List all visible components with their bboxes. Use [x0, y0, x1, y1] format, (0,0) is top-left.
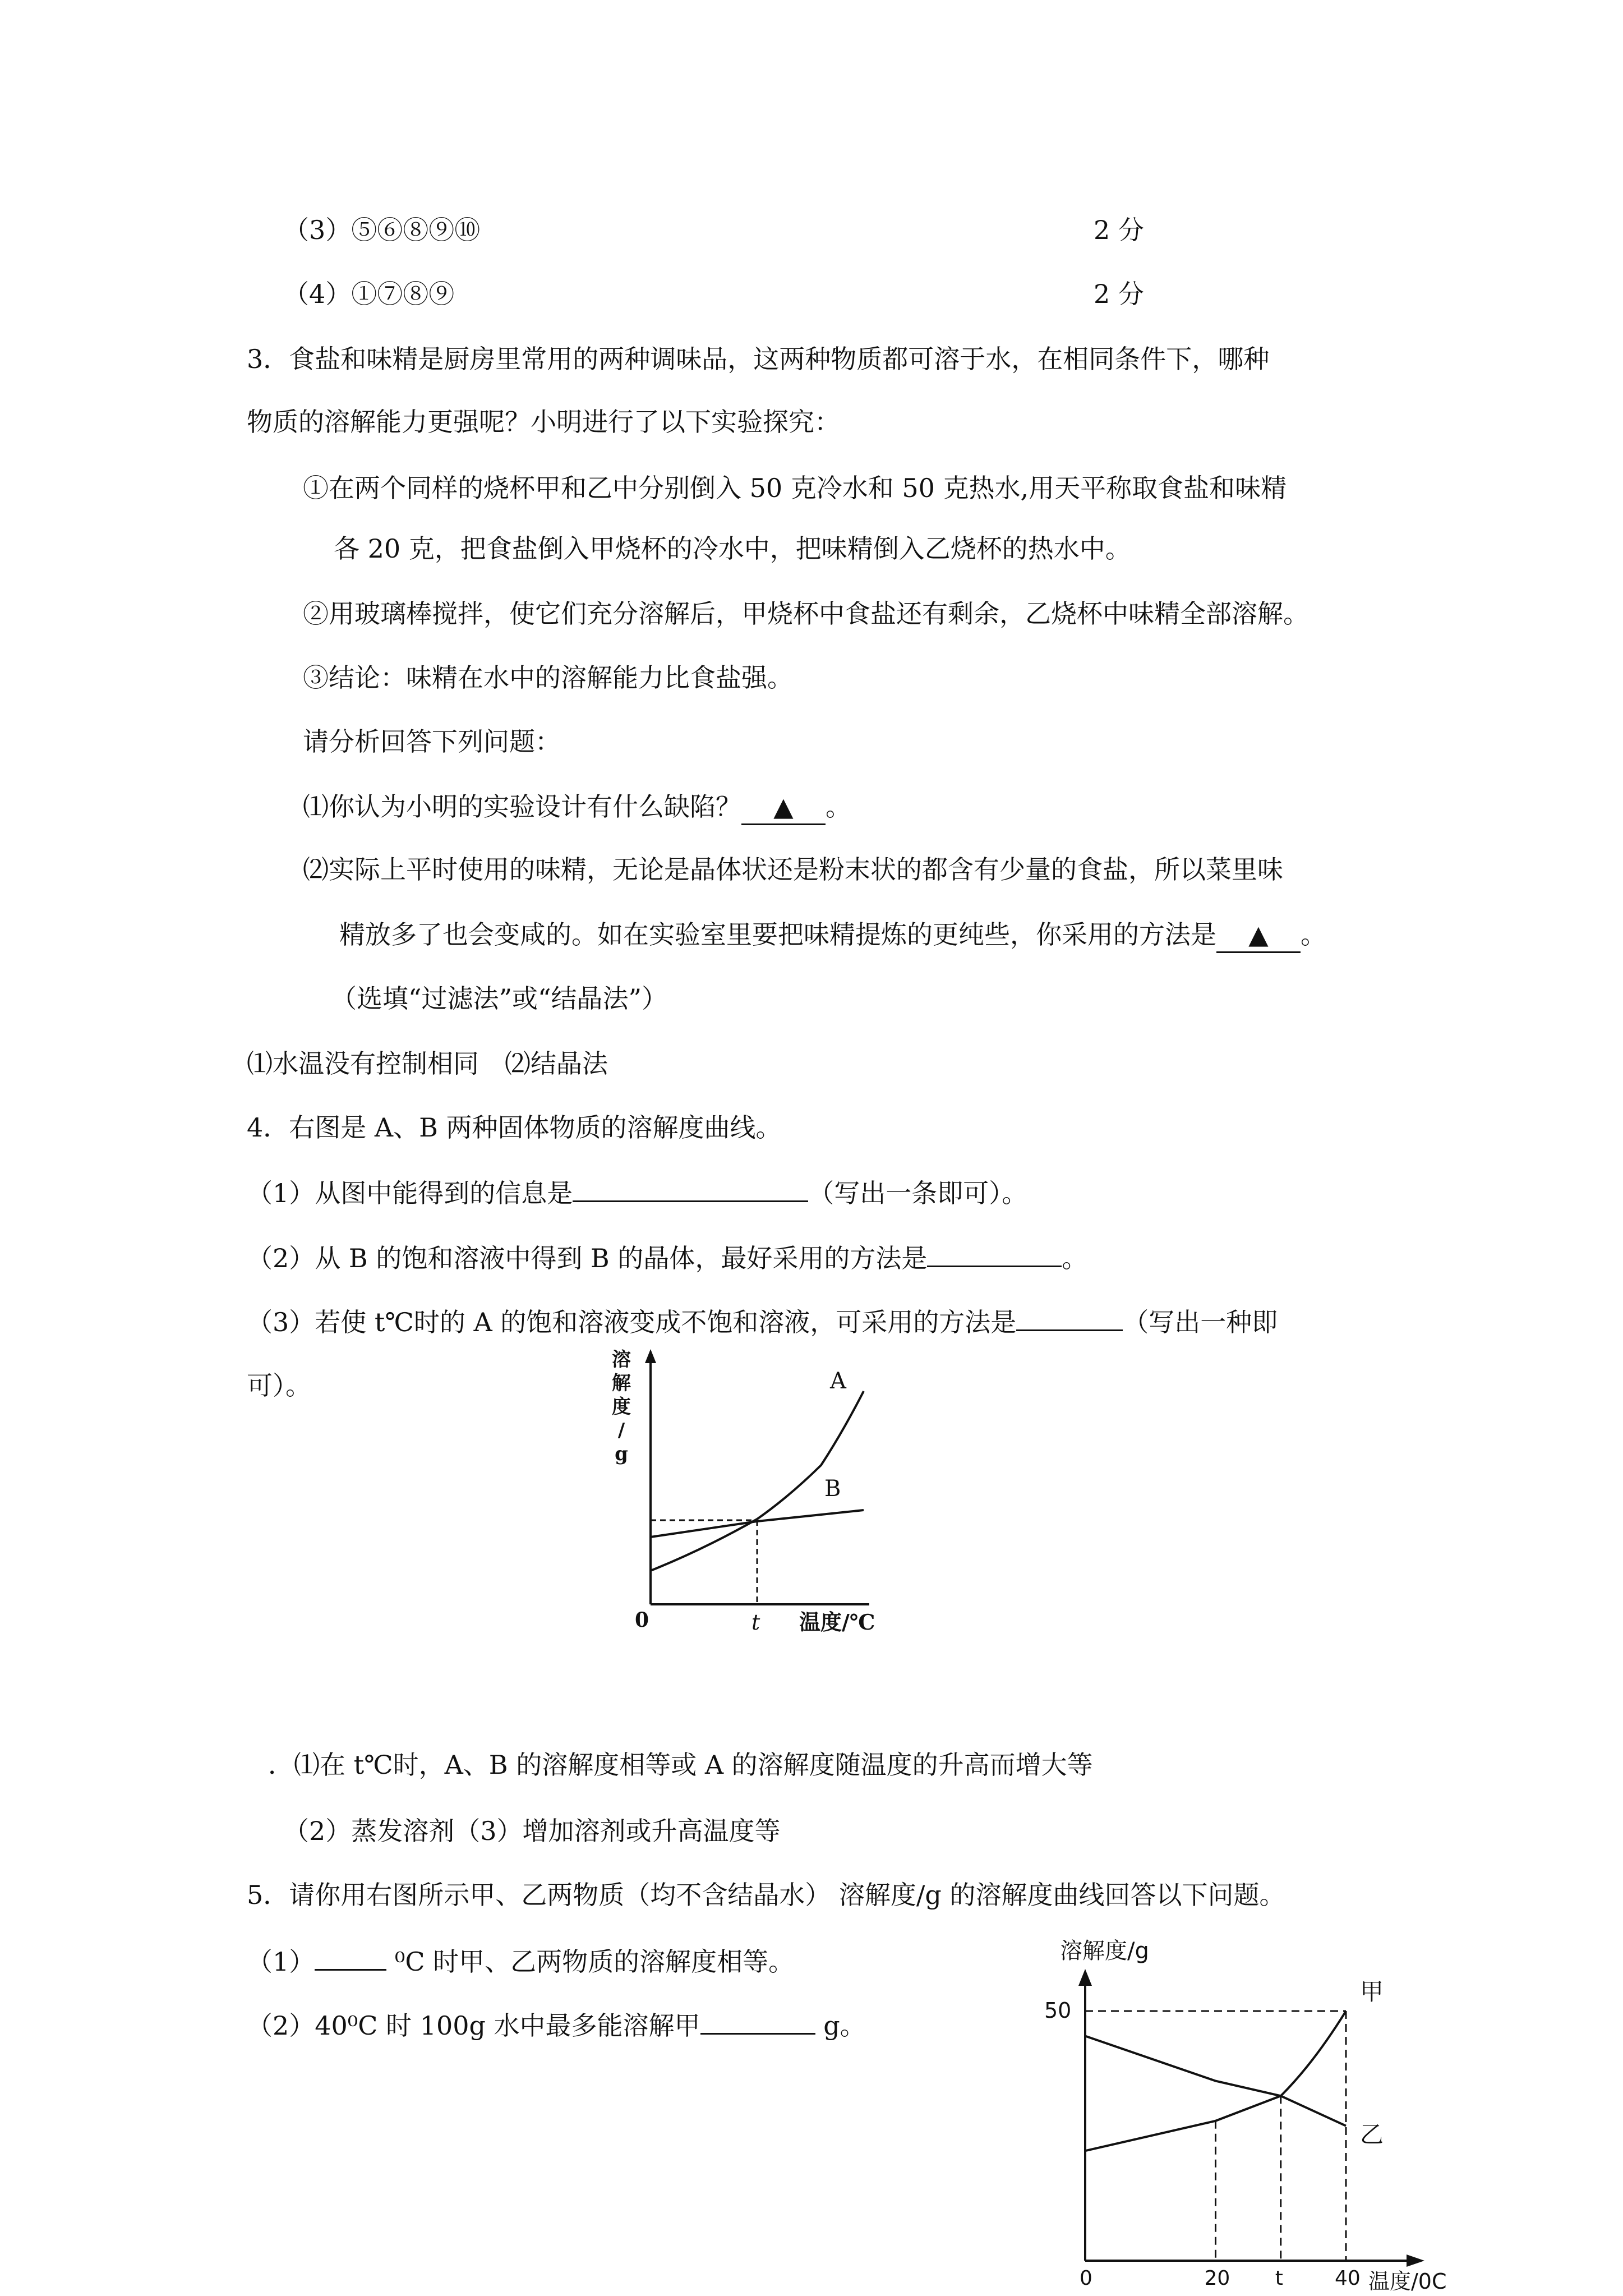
q4-answer-2: （2）蒸发溶剂（3）增加溶剂或升高温度等: [283, 1816, 781, 1846]
q5-chart-xtick-t: t: [1275, 2267, 1283, 2290]
q4-sub1-text: （1）从图中能得到的信息是: [247, 1178, 573, 1208]
answer-item-3: （3）⑤⑥⑧⑨⑩: [283, 215, 481, 245]
q4-sub2-text: （2）从 B 的饱和溶液中得到 B 的晶体，最好采用的方法是: [247, 1243, 928, 1273]
q3-sub1-blank: ▲: [741, 790, 826, 825]
q4-sub2-end: 。: [1062, 1243, 1088, 1273]
q4-solubility-chart: [600, 1346, 914, 1638]
q4-chart-label-a: A: [830, 1368, 846, 1394]
q4-sub2-blank: [927, 1241, 1062, 1267]
q3-sub2-end: 。: [1301, 919, 1326, 950]
q5-stem: 5．请你用右图所示甲、乙两物质（均不含结晶水） 溶解度/g 的溶解度曲线回答以下问题。: [247, 1880, 1285, 1910]
svg-text:溶解度/g: 溶解度/ g: [612, 1349, 631, 1465]
q5-chart-label-yi: 乙: [1360, 2120, 1384, 2148]
q5-sub2-end: g。: [823, 2010, 866, 2041]
q5-chart-xtick-20: 20: [1204, 2267, 1230, 2290]
q4-chart-ylabel: [612, 1349, 631, 1465]
q5-chart-x-arrow: [1407, 2254, 1424, 2267]
answer-item-3-score: 2 分: [1094, 215, 1144, 245]
answer-item-4: （4）①⑦⑧⑨: [283, 279, 455, 309]
q4-sub3-line2: 可）。: [247, 1370, 311, 1401]
q5-chart-ylabel: 溶解度/g: [1060, 1938, 1149, 1964]
q5-sub1-pre: （1）: [247, 1947, 315, 1977]
q3-sub2-line2: [339, 918, 1326, 953]
q3-stem-line1: 3．食盐和味精是厨房里常用的两种调味品，这两种物质都可溶于水，在相同条件下，哪种: [247, 344, 1270, 374]
q3-sub1: [303, 790, 851, 825]
q3-sub2-blank: ▲: [1216, 918, 1301, 953]
q4-stem: 4．右图是 A、B 两种固体物质的溶解度曲线。: [247, 1112, 782, 1143]
q3-sub1-text: ⑴你认为小明的实验设计有什么缺陷？: [303, 792, 741, 822]
q4-sub3-blank: [1016, 1305, 1123, 1331]
q5-sub1: [247, 1944, 794, 1978]
answer-item-4-score: 2 分: [1094, 279, 1144, 309]
q5-chart-xlabel: 温度/0C: [1368, 2269, 1447, 2292]
q4-sub3-end: （写出一种即: [1123, 1307, 1278, 1337]
q5-chart-xtick-40: 40: [1335, 2267, 1361, 2290]
q3-step3: ③结论：味精在水中的溶解能力比食盐强。: [303, 662, 793, 693]
q5-sub1-blank: [315, 1944, 386, 1971]
q5-chart-ytick-50: 50: [1044, 1998, 1072, 2023]
q5-solubility-chart: [1032, 1932, 1481, 2292]
q4-chart-y-arrow: [645, 1349, 656, 1363]
q3-step1-line1: ①在两个同样的烧杯甲和乙中分别倒入 50 克冷水和 50 克热水,用天平称取食盐和味精: [303, 473, 1287, 503]
q5-sub2-blank: [700, 2008, 815, 2035]
q5-chart-y-arrow: [1078, 1969, 1092, 1986]
q4-sub2: [247, 1241, 1087, 1275]
q4-sub1-blank: [573, 1176, 808, 1202]
q4-sub1-end: （写出一条即可）。: [808, 1178, 1028, 1208]
q3-sub2-hint: （选填“过滤法”或“结晶法”）: [331, 983, 668, 1014]
q3-prompt: 请分析回答下列问题：: [303, 726, 561, 757]
q3-step1-line2: 各 20 克，把食盐倒入甲烧杯的冷水中，把味精倒入乙烧杯的热水中。: [334, 533, 1131, 564]
q4-sub3-text: （3）若使 t℃时的 A 的饱和溶液变成不饱和溶液，可采用的方法是: [247, 1307, 1017, 1337]
q5-chart-xtick-0: 0: [1080, 2267, 1092, 2290]
q3-sub1-end: 。: [826, 792, 851, 822]
q5-chart-curve-yi: [1085, 2036, 1346, 2126]
q4-chart-xlabel: 温度/℃: [799, 1609, 875, 1635]
q3-step2: ②用玻璃棒搅拌，使它们充分溶解后，甲烧杯中食盐还有剩余，乙烧杯中味精全部溶解。: [303, 599, 1309, 629]
q5-sub2-text: （2）40⁰C 时 100g 水中最多能溶解甲: [247, 2010, 700, 2041]
q3-sub2-line1: ⑵实际上平时使用的味精，无论是晶体状还是粉末状的都含有少量的食盐，所以菜里味: [303, 854, 1283, 885]
q5-chart-label-jia: 甲: [1360, 1978, 1384, 2005]
q4-sub1: [247, 1176, 1027, 1210]
q4-answer-1: ．⑴在 t℃时，A、B 的溶解度相等或 A 的溶解度随温度的升高而增大等: [268, 1750, 1093, 1780]
q3-answer: ⑴水温没有控制相同 ⑵结晶法: [247, 1048, 608, 1079]
q3-stem-line2: 物质的溶解能力更强呢？小明进行了以下实验探究：: [247, 407, 840, 437]
q5-sub1-text: ⁰C 时甲、乙两物质的溶解度相等。: [394, 1947, 795, 1977]
q4-sub3: [247, 1305, 1278, 1339]
q3-sub2-text: 精放多了也会变咸的。如在实验室里要把味精提炼的更纯些，你采用的方法是: [339, 919, 1216, 950]
q4-chart-tick-0: 0: [635, 1608, 649, 1632]
q5-sub2: [247, 2008, 866, 2042]
q4-chart-tick-t: t: [751, 1610, 760, 1635]
q4-chart-label-b: B: [824, 1476, 841, 1502]
